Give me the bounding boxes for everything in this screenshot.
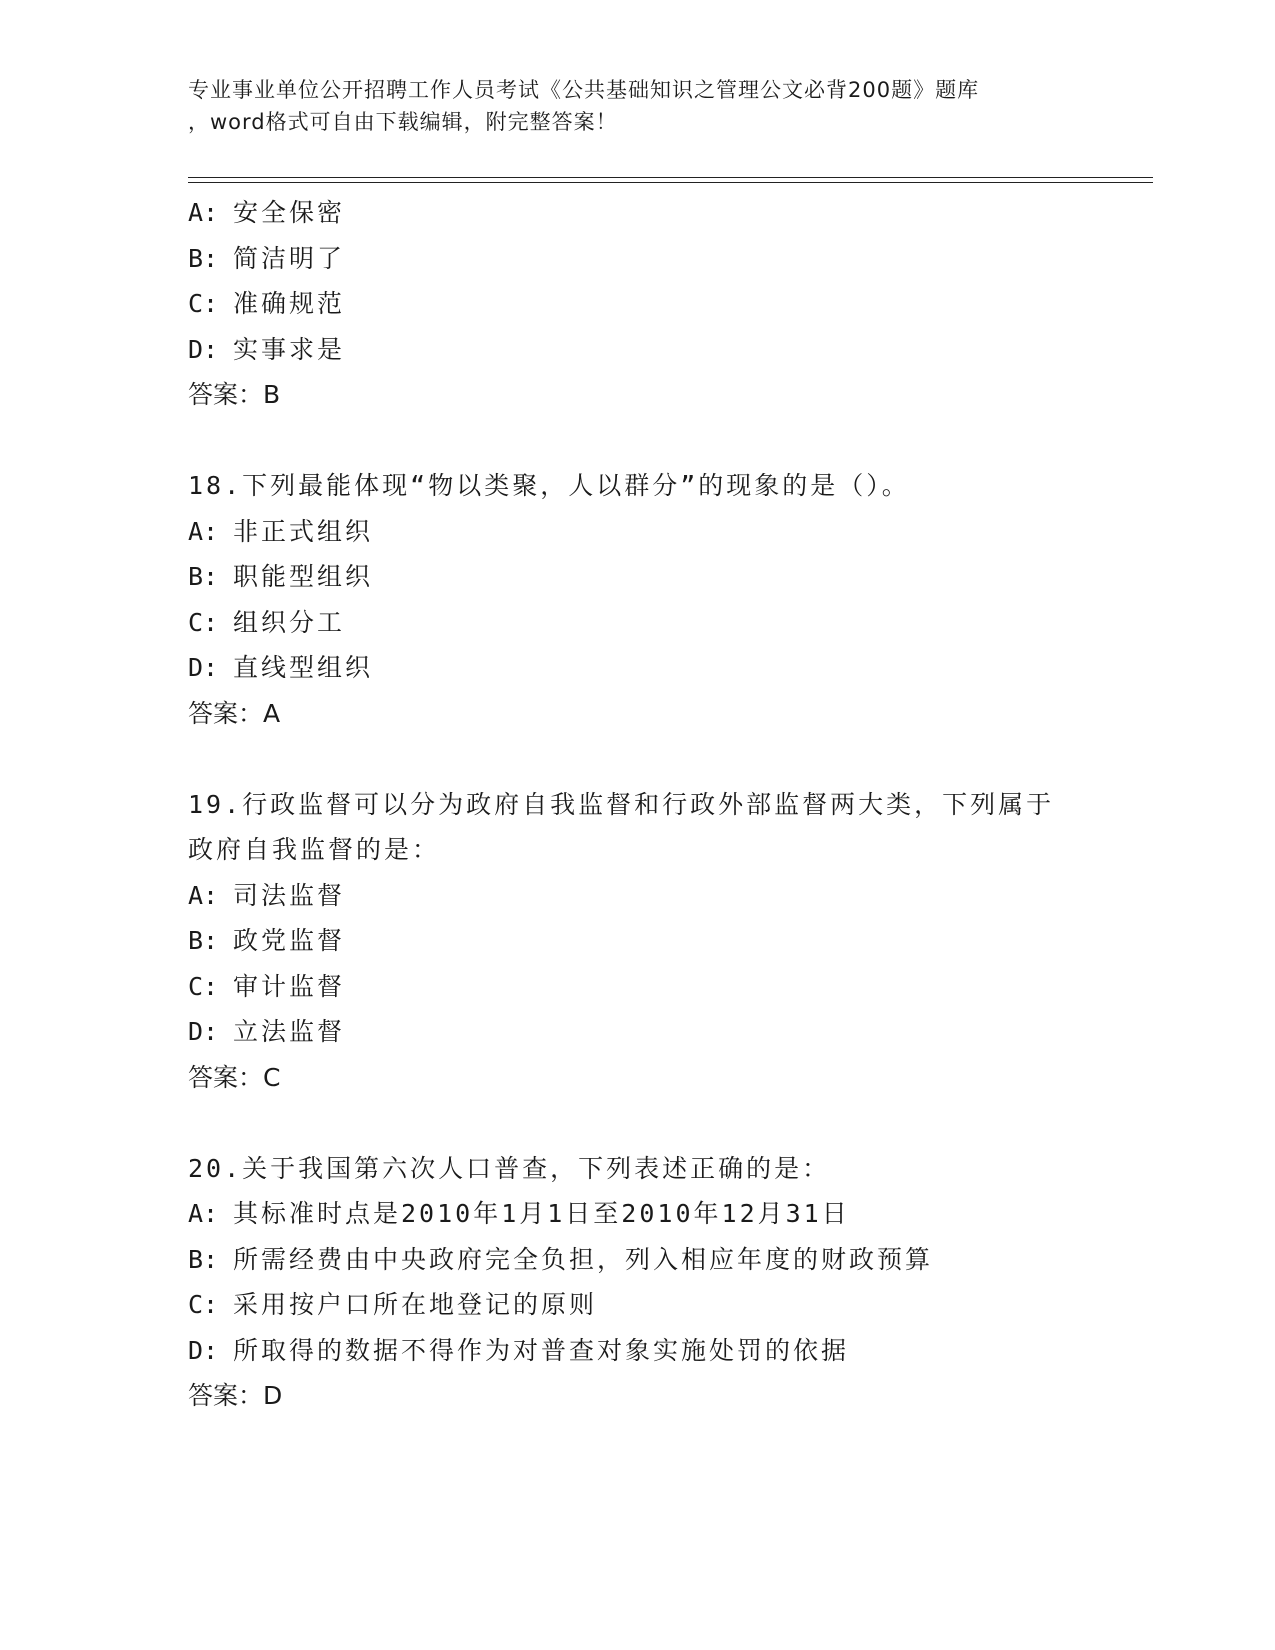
option-letter: A: (188, 516, 219, 546)
question-text-line-1: 19.行政监督可以分为政府自我监督和行政外部监督两大类，下列属于 (188, 789, 1055, 819)
option-text: 审计监督 (233, 971, 346, 1001)
option-d (188, 327, 1148, 373)
question-17 (188, 190, 1148, 418)
option-text: 简洁明了 (233, 243, 346, 273)
option-text: 采用按户口所在地登记的原则 (233, 1290, 598, 1319)
answer-text: 答案：B (188, 380, 281, 409)
option-text: 安全保密 (233, 198, 346, 227)
question-text: 18.下列最能体现“物以类聚，人以群分”的现象的是（）。 (188, 471, 910, 500)
option-letter: C: (188, 289, 219, 318)
option-a (188, 1191, 1148, 1237)
option-c (188, 600, 1148, 646)
document-header (188, 74, 1088, 138)
option-a (188, 190, 1148, 236)
option-a (188, 509, 1148, 555)
spacer (188, 418, 1148, 464)
option-letter: D: (188, 334, 219, 364)
answer-text: 答案：A (188, 698, 281, 728)
option-b (188, 554, 1148, 600)
option-d (188, 645, 1148, 691)
question-text-line-2: 政府自我监督的是： (188, 835, 441, 864)
option-letter: D: (188, 1335, 219, 1365)
option-d (188, 1328, 1148, 1374)
header-divider-top (188, 177, 1153, 178)
option-a (188, 873, 1148, 919)
header-line-1: 专业事业单位公开招聘工作人员考试《公共基础知识之管理公文必背200题》题库 (188, 78, 980, 102)
option-letter: C: (188, 971, 219, 1001)
option-b (188, 236, 1148, 282)
option-text: 所需经费由中央政府完全负担，列入相应年度的财政预算 (233, 1244, 934, 1274)
option-letter: A: (188, 880, 219, 910)
option-b (188, 1237, 1148, 1283)
question-text: 20.关于我国第六次人口普查，下列表述正确的是： (188, 1153, 831, 1183)
header-line-2: ，word格式可自由下载编辑，附完整答案！ (188, 110, 618, 134)
option-c (188, 1282, 1148, 1328)
option-text: 政党监督 (233, 926, 346, 955)
option-letter: B: (188, 926, 219, 955)
option-text: 直线型组织 (233, 653, 374, 682)
answer-text: 答案：D (188, 1381, 283, 1410)
spacer (188, 736, 1148, 782)
option-letter: B: (188, 562, 219, 591)
option-letter: A: (188, 198, 219, 227)
question-19 (188, 782, 1148, 1101)
option-text: 准确规范 (233, 289, 346, 318)
option-letter: D: (188, 1017, 219, 1046)
question-20 (188, 1146, 1148, 1419)
option-letter: C: (188, 1290, 219, 1319)
question-list (188, 190, 1148, 1419)
option-text: 组织分工 (233, 607, 346, 637)
option-d (188, 1009, 1148, 1055)
spacer (188, 1100, 1148, 1146)
option-b (188, 918, 1148, 964)
option-letter: C: (188, 607, 219, 637)
question-18 (188, 463, 1148, 736)
answer-text: 答案：C (188, 1062, 281, 1092)
option-letter: D: (188, 653, 219, 682)
option-text: 非正式组织 (233, 516, 374, 546)
option-letter: B: (188, 1244, 219, 1274)
option-text: 其标准时点是2010年1月1日至2010年12月31日 (233, 1199, 850, 1228)
option-text: 职能型组织 (233, 562, 374, 591)
option-letter: B: (188, 243, 219, 273)
option-text: 立法监督 (233, 1017, 346, 1046)
option-c (188, 964, 1148, 1010)
option-text: 实事求是 (233, 334, 346, 364)
option-text: 所取得的数据不得作为对普查对象实施处罚的依据 (233, 1335, 850, 1365)
option-text: 司法监督 (233, 880, 346, 910)
option-c (188, 281, 1148, 327)
option-letter: A: (188, 1199, 219, 1228)
header-divider-bottom (188, 182, 1153, 183)
